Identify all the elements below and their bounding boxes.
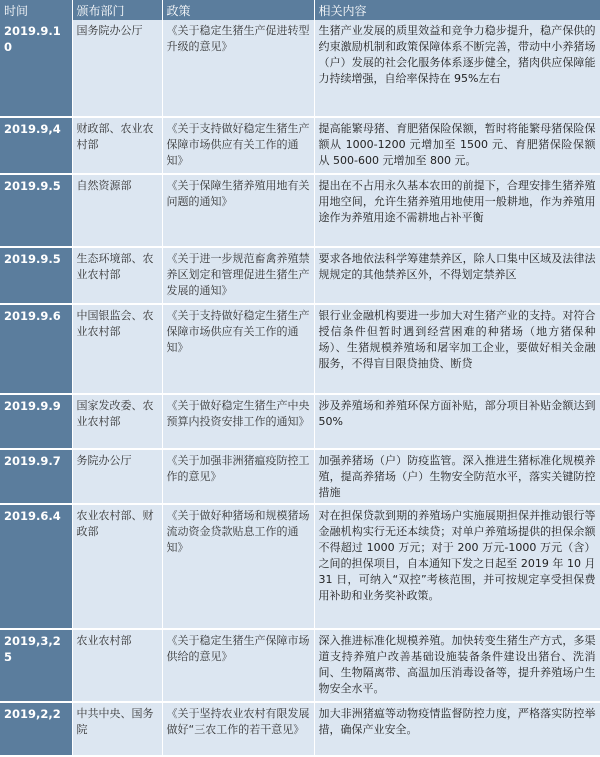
row-policy: 《关于坚持农业农村有限发展做好“三农工作的若干意见》 xyxy=(162,702,314,756)
row-dept: 农业农村部 xyxy=(72,629,162,702)
row-date: 2019.9.5 xyxy=(0,247,72,304)
row-date: 2019.9,4 xyxy=(0,117,72,174)
row-date: 2019.9.10 xyxy=(0,20,72,117)
row-dept: 农业农村部、财政部 xyxy=(72,504,162,629)
row-policy: 《关于稳定生猪生产保障市场供给的意见》 xyxy=(162,629,314,702)
table-row xyxy=(0,629,600,702)
row-content: 加大非洲猪瘟等动物疫情监督防控力度，严格落实防控举措，确保产业安全。 xyxy=(314,702,600,756)
row-date: 2019.9.5 xyxy=(0,174,72,247)
table-row xyxy=(0,117,600,174)
header-content: 相关内容 xyxy=(314,0,600,20)
row-content: 加强养猪场（户）防疫监管。深入推进生猪标准化规模养殖，提高养猪场（户）生物安全防范水平，落实关键防控措施 xyxy=(314,449,600,504)
table-row xyxy=(0,174,600,247)
row-dept: 务院办公厅 xyxy=(72,449,162,504)
row-policy: 《关于支持做好稳定生猪生产保障市场供应有关工作的通知》 xyxy=(162,304,314,394)
row-content: 银行业金融机构要进一步加大对生猪产业的支持。对符合授信条件但暂时遇到经营困难的种猪场（地方猪保种场）、生猪规模养殖场和屠宰加工企业，要做好相关金融服务，不得盲目限贷抽贷、断贷 xyxy=(314,304,600,394)
header-time: 时间 xyxy=(0,0,72,20)
table-header xyxy=(0,0,600,20)
row-content: 涉及养殖场和养殖环保方面补贴，部分项目补贴金额达到 50% xyxy=(314,394,600,449)
row-content: 对在担保贷款到期的养殖场户实施展期担保并推动银行等金融机构实行无还本续贷；对单户养殖场提供的担保余额不得超过 1000 万元；对于 200 万元-1000 万元（含）之间的担保项目，自本通知下发之日起至 2019 年 10 月 31 日，可纳入“双控”考核范围，并可按规定享受担保费用补助和业务奖补政策。 xyxy=(314,504,600,629)
row-policy: 《关于加强非洲猪瘟疫防控工作的意见》 xyxy=(162,449,314,504)
table-row xyxy=(0,504,600,629)
table-row xyxy=(0,702,600,756)
row-content: 提出在不占用永久基本农田的前提下，合理安排生猪养殖用地空间，允许生猪养殖用地使用一般耕地，作为养殖用途作为养殖用途不需耕地占补平衡 xyxy=(314,174,600,247)
table-row xyxy=(0,449,600,504)
row-content: 提高能繁母猪、育肥猪保险保额，暂时将能繁母猪保险保额从 1000-1200 元增加至 1500 元、育肥猪保险保额从 500-600 元增加至 800 元。 xyxy=(314,117,600,174)
row-dept: 中共中央、国务院 xyxy=(72,702,162,756)
row-content: 要求各地依法科学筹建禁养区，除人口集中区域及法律法规规定的其他禁养区外，不得划定禁养区 xyxy=(314,247,600,304)
row-policy: 《关于做好种猪场和规模猪场流动资金贷款贴息工作的通知》 xyxy=(162,504,314,629)
table-row xyxy=(0,20,600,117)
table-row xyxy=(0,394,600,449)
row-policy: 《关于支持做好稳定生猪生产保障市场供应有关工作的通知》 xyxy=(162,117,314,174)
header-policy: 政策 xyxy=(162,0,314,20)
row-date: 2019.9.9 xyxy=(0,394,72,449)
row-dept: 国务院办公厅 xyxy=(72,20,162,117)
row-date: 2019.6.4 xyxy=(0,504,72,629)
row-dept: 财政部、农业农村部 xyxy=(72,117,162,174)
table-row xyxy=(0,247,600,304)
row-date: 2019.9.6 xyxy=(0,304,72,394)
row-date: 2019,2,2 xyxy=(0,702,72,756)
row-policy: 《关于保障生猪养殖用地有关问题的通知》 xyxy=(162,174,314,247)
row-dept: 国家发改委、农业农村部 xyxy=(72,394,162,449)
table-row xyxy=(0,304,600,394)
row-content: 深入推进标准化规模养殖。加快转变生猪生产方式，多渠道支持养殖户改善基础设施装备条件建设出猪台、洗消间、生物隔离带、高温加压消毒设备等，提升养殖场户生物安全水平。 xyxy=(314,629,600,702)
row-policy: 《关于稳定生猪生产促进转型升级的意见》 xyxy=(162,20,314,117)
row-dept: 生态环境部、农业农村部 xyxy=(72,247,162,304)
row-policy: 《关于做好稳定生猪生产中央预算内投资安排工作的通知》 xyxy=(162,394,314,449)
row-dept: 自然资源部 xyxy=(72,174,162,247)
header-dept: 颁布部门 xyxy=(72,0,162,20)
row-dept: 中国银监会、农业农村部 xyxy=(72,304,162,394)
row-content: 生猪产业发展的质里效益和竞争力稳步提升，稳产保供的约束激励机制和政策保障体系不断完善，带动中小养猪场（户）发展的社会化服务体系逐步健全，猪肉供应保障能力持续增强，自给率保持在 95%左右 xyxy=(314,20,600,117)
row-date: 2019,3,25 xyxy=(0,629,72,702)
row-policy: 《关于进一步规范畜禽养殖禁养区划定和管理促进生猪生产发展的通知》 xyxy=(162,247,314,304)
row-date: 2019.9.7 xyxy=(0,449,72,504)
